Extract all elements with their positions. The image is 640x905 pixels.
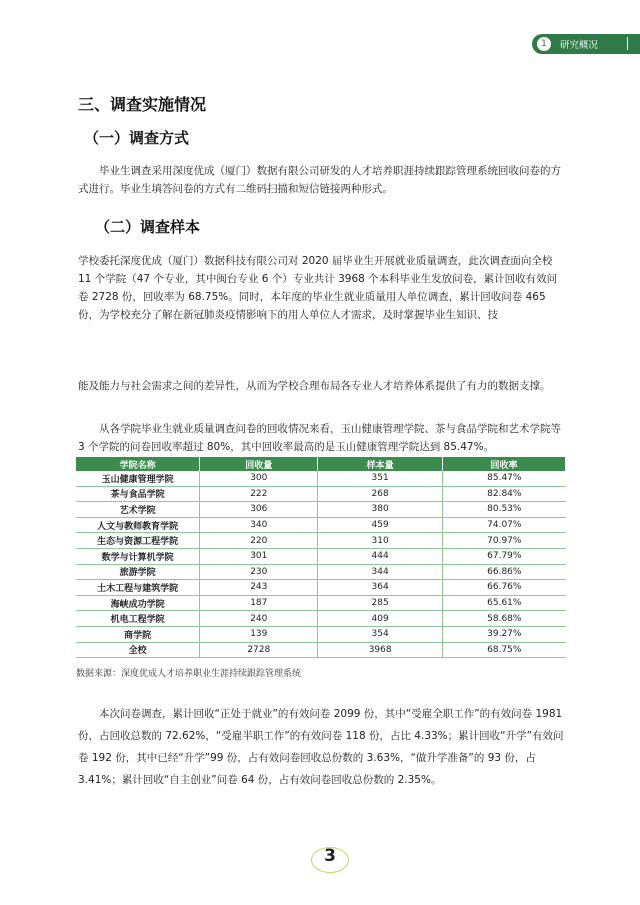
table-row	[76, 580, 566, 596]
table-row	[76, 486, 566, 502]
response-rate: 39.27%	[443, 626, 566, 642]
returned-count: 187	[200, 595, 318, 611]
chapter-number: 1	[537, 37, 551, 51]
sample-paragraph-2: 能及能力与社会需求之间的差异性，从而为学校合理布局各专业人才培养体系提供了有力的数据支撑。	[78, 380, 551, 392]
subsection-sample-heading: （二）调查样本	[95, 218, 201, 236]
returned-count: 220	[200, 533, 318, 549]
returned-count: 306	[200, 502, 318, 518]
page-number: 3	[324, 846, 336, 866]
response-rate: 66.86%	[443, 564, 566, 580]
sample-paragraph-1: 学校委托深度优成（厦门）数据科技有限公司对 2020 届毕业生开展就业质量调查，此次调查面向全校 11 个学院（47 个专业，其中闽台专业 6 个）专业共计 3968 个本科毕业生发放问卷，累计回收有效问卷 2728 份，回收率为 68.75%。同时，本年度的毕业生就业质量用人单位调查，累计回收问卷 465 份，为学校充分了解在新冠肺炎疫情影响下的用人单位人才需求，及时掌握毕业生知识、技	[78, 255, 558, 321]
college-name: 数学与计算机学院	[76, 548, 200, 564]
returned-count: 2728	[200, 642, 318, 658]
response-rate: 68.75%	[443, 642, 566, 658]
table-row	[76, 564, 566, 580]
sample-count: 285	[318, 595, 443, 611]
response-rate: 65.61%	[443, 595, 566, 611]
sample-count: 310	[318, 533, 443, 549]
header-returned: 回收量	[200, 457, 318, 471]
table-row	[76, 471, 566, 486]
table-row	[76, 517, 566, 533]
sample-count: 3968	[318, 642, 443, 658]
college-name: 海峡成功学院	[76, 595, 200, 611]
table-row	[76, 611, 566, 627]
college-name: 商学院	[76, 626, 200, 642]
response-rate: 85.47%	[443, 471, 566, 486]
sample-count: 268	[318, 486, 443, 502]
college-name: 艺术学院	[76, 502, 200, 518]
returned-count: 243	[200, 580, 318, 596]
section-heading: 三、调查实施情况	[78, 95, 207, 114]
table-row	[76, 533, 566, 549]
method-paragraph: 毕业生调查采用深度优成（厦门）数据有限公司研发的人才培养职涯持续跟踪管理系统回收问卷的方式进行。毕业生填答问卷的方式有二维码扫描和短信链接两种形式。	[78, 165, 561, 195]
table-row	[76, 626, 566, 642]
table-row	[76, 502, 566, 518]
college-name: 旅游学院	[76, 564, 200, 580]
returned-count: 240	[200, 611, 318, 627]
chapter-divider	[627, 37, 628, 50]
college-name: 生态与资源工程学院	[76, 533, 200, 549]
response-rate: 66.76%	[443, 580, 566, 596]
response-rate: 67.79%	[443, 548, 566, 564]
college-name: 玉山健康管理学院	[76, 471, 200, 486]
college-name: 茶与食品学院	[76, 486, 200, 502]
response-rate: 82.84%	[443, 486, 566, 502]
college-name: 人文与教师教育学院	[76, 517, 200, 533]
sample-count: 354	[318, 626, 443, 642]
sample-count: 364	[318, 580, 443, 596]
college-name: 土木工程与建筑学院	[76, 580, 200, 596]
returned-count: 222	[200, 486, 318, 502]
college-name: 全校	[76, 642, 200, 658]
sample-count: 409	[318, 611, 443, 627]
header-rate: 回收率	[443, 457, 566, 471]
results-paragraph: 本次问卷调查，累计回收“正处于就业”的有效问卷 2099 份，其中“受雇全职工作”的有效问卷 1981 份，占回收总数的 72.62%，“受雇半职工作”的有效问卷 118 份，占比 4.33%；累计回收“升学”有效问卷 192 份，其中已经“升学”99 份，占有效问卷回收总份数的 3.63%，“做升学准备”的 93 份，占 3.41%；累计回收“自主创业”问卷 64 份，占有效问卷回收总份数的 2.35%。	[78, 708, 564, 786]
subsection-method-heading: （一）调查方式	[84, 129, 190, 147]
returned-count: 300	[200, 471, 318, 486]
table-row	[76, 595, 566, 611]
data-source-note: 数据来源：深度优成人才培养职业生涯持续跟踪管理系统	[76, 669, 302, 679]
response-rate: 58.68%	[443, 611, 566, 627]
sample-paragraph-3: 从各学院毕业生就业质量调查问卷的回收情况来看，玉山健康管理学院、茶与食品学院和艺术学院等 3 个学院的问卷回收率超过 80%，其中回收率最高的是玉山健康管理学院达到 85.47%。	[78, 423, 561, 453]
response-rate: 74.07%	[443, 517, 566, 533]
response-rate-table	[76, 457, 566, 658]
sample-count: 380	[318, 502, 443, 518]
sample-count: 351	[318, 471, 443, 486]
response-rate: 80.53%	[443, 502, 566, 518]
returned-count: 340	[200, 517, 318, 533]
returned-count: 230	[200, 564, 318, 580]
chapter-title: 研究概况	[560, 40, 599, 51]
sample-count: 459	[318, 517, 443, 533]
table-row	[76, 548, 566, 564]
college-name: 机电工程学院	[76, 611, 200, 627]
sample-count: 344	[318, 564, 443, 580]
returned-count: 301	[200, 548, 318, 564]
returned-count: 139	[200, 626, 318, 642]
sample-count: 444	[318, 548, 443, 564]
header-sample: 样本量	[318, 457, 443, 471]
table-header-row	[76, 457, 566, 471]
response-rate: 70.97%	[443, 533, 566, 549]
header-college: 学院名称	[76, 457, 200, 471]
table-row-total	[76, 642, 566, 658]
